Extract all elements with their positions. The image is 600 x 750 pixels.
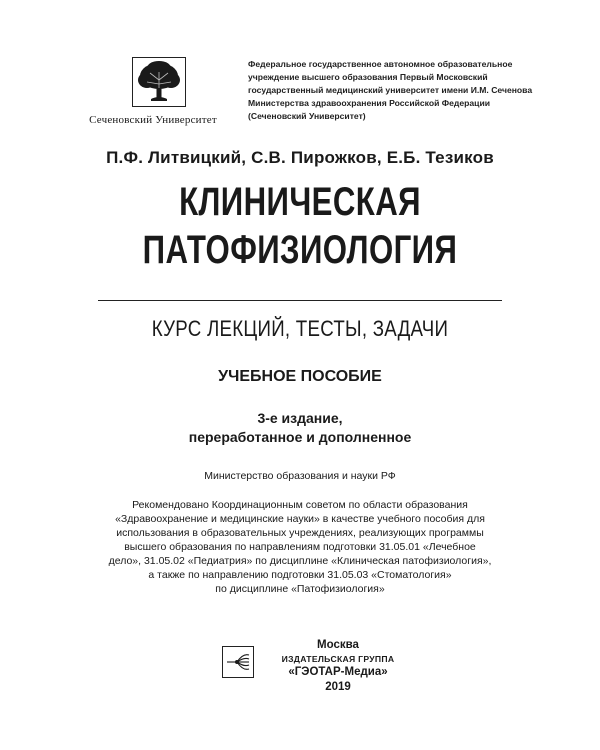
- university-info-line: Министерства здравоохранения Российской Федерации: [248, 98, 491, 108]
- recommendation-line: дело», 31.05.02 «Педиатрия» по дисциплине «Клиническая патофизиология»,: [108, 555, 492, 567]
- university-info-line: (Сеченовский Университет): [248, 111, 366, 121]
- university-info: [248, 58, 548, 123]
- publisher-logo-icon: [222, 646, 254, 678]
- book-title-line: ПАТОФИЗИОЛОГИЯ: [142, 228, 458, 272]
- recommendation-line: «Здравоохранение и медицинские науки» в качестве учебного пособия для: [115, 513, 485, 525]
- recommendation-line: по дисциплине «Патофизиология»: [215, 583, 385, 595]
- recommendation-line: Рекомендовано Координационным советом по области образования: [132, 499, 468, 511]
- book-title-line: КЛИНИЧЕСКАЯ: [179, 180, 421, 224]
- publisher-info: [258, 638, 418, 695]
- ministry-label: Министерство образования и науки РФ: [204, 470, 396, 482]
- university-info-line: учреждение высшего образования Первый Московский: [248, 72, 488, 82]
- edition-info: [0, 409, 600, 447]
- book-title: [66, 178, 534, 274]
- authors: П.Ф. Литвицкий, С.В. Пирожков, Е.Б. Тезиков: [106, 148, 494, 167]
- title-divider: [98, 300, 502, 301]
- recommendation-line: высшего образования по направлениям подготовки 31.05.01 «Лечебное: [124, 541, 476, 553]
- book-subtitle: КУРС ЛЕКЦИЙ, ТЕСТЫ, ЗАДАЧИ: [151, 316, 449, 341]
- recommendation-line: а также по направлению подготовки 31.05.03 «Стоматология»: [148, 569, 452, 581]
- tree-icon: [132, 57, 186, 107]
- edition-line: 3-е издание,: [257, 410, 343, 426]
- recommendation-line: использования в образовательных учреждениях, реализующих программы: [116, 527, 484, 539]
- university-info-line: Федеральное государственное автономное образовательное: [248, 59, 513, 69]
- publisher-group: ИЗДАТЕЛЬСКАЯ ГРУППА: [281, 654, 395, 664]
- publisher-city: Москва: [317, 639, 359, 651]
- university-logo: [72, 52, 234, 132]
- university-info-line: государственный медицинский университет имени И.М. Сеченова: [248, 85, 533, 95]
- publication-year: 2019: [325, 681, 351, 693]
- recommendation-text: [0, 498, 600, 596]
- university-name: Сеченовский Университет: [89, 114, 217, 126]
- book-type: УЧЕБНОЕ ПОСОБИЕ: [218, 368, 382, 385]
- publisher-name: «ГЭОТАР-Медиа»: [288, 666, 388, 678]
- edition-line: переработанное и дополненное: [188, 429, 412, 445]
